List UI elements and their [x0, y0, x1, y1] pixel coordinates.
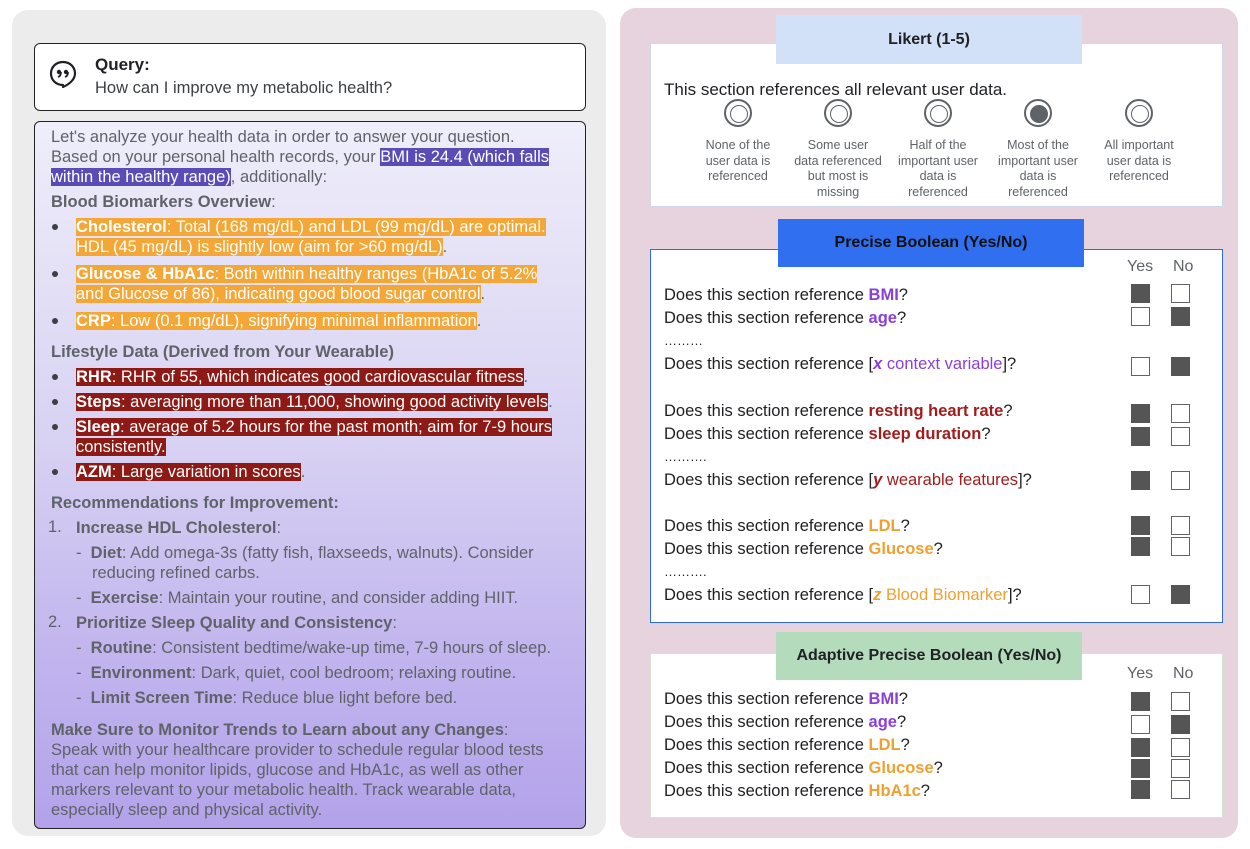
likert-radio-4[interactable] [1024, 99, 1052, 127]
precise-blood-no-checkbox[interactable] [1171, 585, 1190, 604]
screen-time-line: - Limit Screen Time: Reduce blue light before bed. [76, 689, 458, 707]
precise-bmi-yes-checkbox[interactable] [1131, 284, 1150, 303]
precise-question-wearable: Does this section reference [y wearable features]? [664, 471, 1032, 489]
adaptive-age-no-checkbox[interactable] [1171, 715, 1190, 734]
cholesterol-line-2: HDL (45 mg/dL) is slightly low (aim for >60 mg/dL). [76, 238, 448, 256]
precise-question-bmi: Does this section reference BMI? [664, 286, 908, 304]
azm-line: AZM: Large variation in scores. [76, 463, 306, 481]
precise-context-yes-checkbox[interactable] [1131, 357, 1150, 376]
adaptive-glucose-yes-checkbox[interactable] [1131, 759, 1150, 778]
steps-line: Steps: averaging more than 11,000, showing good activity levels. [76, 393, 553, 411]
blood-heading: Blood Biomarkers Overview: [51, 193, 276, 211]
precise-context-no-checkbox[interactable] [1171, 357, 1190, 376]
list-number: 2. [48, 613, 62, 631]
glucose-line-1: Glucose & HbA1c: Both within healthy ranges (HbA1c of 5.2% [76, 265, 538, 283]
adaptive-ldl-yes-checkbox[interactable] [1131, 738, 1150, 757]
yes-column-header: Yes [1127, 665, 1154, 682]
precise-age-yes-checkbox[interactable] [1131, 307, 1150, 326]
rec2-title: Prioritize Sleep Quality and Consistency: [76, 614, 397, 632]
adaptive-age-yes-checkbox[interactable] [1131, 715, 1150, 734]
precise-question-context: Does this section reference [x context variable]? [664, 355, 1017, 373]
adaptive-bmi-no-checkbox[interactable] [1171, 692, 1190, 711]
adaptive-question-glucose: Does this section reference Glucose? [664, 759, 943, 777]
lifestyle-heading: Lifestyle Data (Derived from Your Wearable) [51, 343, 394, 361]
precise-rhr-yes-checkbox[interactable] [1131, 404, 1150, 423]
recommendations-heading: Recommendations for Improvement: [51, 494, 339, 512]
routine-line: - Routine: Consistent bedtime/wake-up time, 7-9 hours of sleep. [76, 639, 552, 657]
query-label: Query: [95, 55, 150, 74]
precise-boolean-title: Precise Boolean (Yes/No) [778, 219, 1084, 267]
precise-sleep-yes-checkbox[interactable] [1131, 427, 1150, 446]
query-text: How can I improve my metabolic health? [95, 79, 393, 97]
query-box [34, 43, 586, 111]
precise-ldl-no-checkbox[interactable] [1171, 516, 1190, 535]
precise-glucose-no-checkbox[interactable] [1171, 537, 1190, 556]
sleep-line-1: Sleep: average of 5.2 hours for the past month; aim for 7-9 hours [76, 418, 553, 436]
precise-wearable-yes-checkbox[interactable] [1131, 471, 1150, 490]
adaptive-hba1c-yes-checkbox[interactable] [1131, 780, 1150, 799]
rhr-line: RHR: RHR of 55, which indicates good cardiovascular fitness. [76, 368, 529, 386]
ellipsis: ……… [664, 333, 703, 348]
precise-rhr-no-checkbox[interactable] [1171, 404, 1190, 423]
likert-radio-3[interactable] [924, 99, 952, 127]
crp-line: CRP: Low (0.1 mg/dL), signifying minimal inflammation. [76, 312, 482, 330]
monitor-line-4: especially sleep and physical activity. [51, 801, 323, 819]
precise-sleep-no-checkbox[interactable] [1171, 427, 1190, 446]
adaptive-glucose-no-checkbox[interactable] [1171, 759, 1190, 778]
likert-radio-5[interactable] [1125, 99, 1153, 127]
likert-label-3: Half of the important user data is referenced [898, 138, 978, 199]
glucose-line-2: and Glucose of 86), indicating good blood sugar control. [76, 285, 486, 303]
precise-question-sleep: Does this section reference sleep duration? [664, 425, 991, 443]
bullet [52, 271, 58, 277]
diet-line-1: - Diet: Add omega-3s (fatty fish, flaxseeds, walnuts). Consider [76, 544, 534, 562]
adaptive-question-age: Does this section reference age? [664, 713, 907, 731]
adaptive-question-ldl: Does this section reference LDL? [664, 736, 910, 754]
likert-radio-1[interactable] [724, 99, 752, 127]
monitor-line-3: markers relevant to your metabolic health. Track wearable data, [51, 781, 516, 799]
adaptive-question-hba1c: Does this section reference HbA1c? [664, 782, 930, 800]
adaptive-ldl-no-checkbox[interactable] [1171, 738, 1190, 757]
likert-statement: This section references all relevant user data. [664, 80, 1008, 99]
monitor-line-2: that can help monitor lipids, glucose and HbA1c, as well as other [51, 761, 524, 779]
environment-line: - Environment: Dark, quiet, cool bedroom; relaxing routine. [76, 664, 517, 682]
precise-question-blood-biomarker: Does this section reference [z Blood Biomarker]? [664, 586, 1022, 604]
precise-wearable-no-checkbox[interactable] [1171, 471, 1190, 490]
precise-question-glucose: Does this section reference Glucose? [664, 540, 943, 558]
precise-ldl-yes-checkbox[interactable] [1131, 516, 1150, 535]
sleep-line-2: consistently. [76, 438, 166, 456]
precise-question-age: Does this section reference age? [664, 309, 907, 327]
answer-intro-bmi: Based on your personal health records, your BMI is 24.4 (which falls [51, 148, 550, 166]
no-column-header: No [1173, 665, 1194, 682]
bullet [52, 399, 58, 405]
adaptive-bmi-yes-checkbox[interactable] [1131, 692, 1150, 711]
adaptive-hba1c-no-checkbox[interactable] [1171, 780, 1190, 799]
likert-title: Likert (1-5) [776, 15, 1082, 64]
precise-question-ldl: Does this section reference LDL? [664, 517, 910, 535]
ellipsis: ………. [664, 449, 707, 464]
no-column-header: No [1173, 258, 1194, 275]
bullet [52, 424, 58, 430]
diet-line-2: reducing refined carbs. [92, 564, 260, 582]
bullet [52, 374, 58, 380]
answer-intro: Let's analyze your health data in order to answer your question. [51, 128, 515, 146]
chat-quote-icon [49, 60, 77, 88]
likert-radio-2[interactable] [824, 99, 852, 127]
answer-intro-bmi-2: within the healthy range), additionally: [51, 168, 328, 186]
precise-bmi-no-checkbox[interactable] [1171, 284, 1190, 303]
likert-label-5: All important user data is referenced [1104, 138, 1174, 183]
cholesterol-line-1: Cholesterol: Total (168 mg/dL) and LDL (99 mg/dL) are optimal. [76, 218, 546, 236]
ellipsis: ………. [664, 564, 707, 579]
exercise-line: - Exercise: Maintain your routine, and consider adding HIIT. [76, 589, 519, 607]
bullet [52, 224, 58, 230]
monitor-heading: Make Sure to Monitor Trends to Learn about any Changes: [51, 721, 509, 739]
list-number: 1. [48, 518, 62, 536]
likert-label-1: None of the user data is referenced [705, 138, 771, 183]
adaptive-boolean-title: Adaptive Precise Boolean (Yes/No) [776, 632, 1082, 680]
precise-glucose-yes-checkbox[interactable] [1131, 537, 1150, 556]
likert-label-4: Most of the important user data is referenced [998, 138, 1078, 199]
precise-question-rhr: Does this section reference resting heart rate? [664, 402, 1013, 420]
yes-column-header: Yes [1127, 258, 1154, 275]
rec1-title: Increase HDL Cholesterol: [76, 519, 282, 537]
bullet [52, 469, 58, 475]
monitor-line-1: Speak with your healthcare provider to schedule regular blood tests [51, 741, 544, 759]
bullet [52, 318, 58, 324]
adaptive-question-bmi: Does this section reference BMI? [664, 690, 908, 708]
likert-label-2: Some user data referenced but most is missing [794, 138, 882, 199]
precise-age-no-checkbox[interactable] [1171, 307, 1190, 326]
precise-blood-yes-checkbox[interactable] [1131, 585, 1150, 604]
